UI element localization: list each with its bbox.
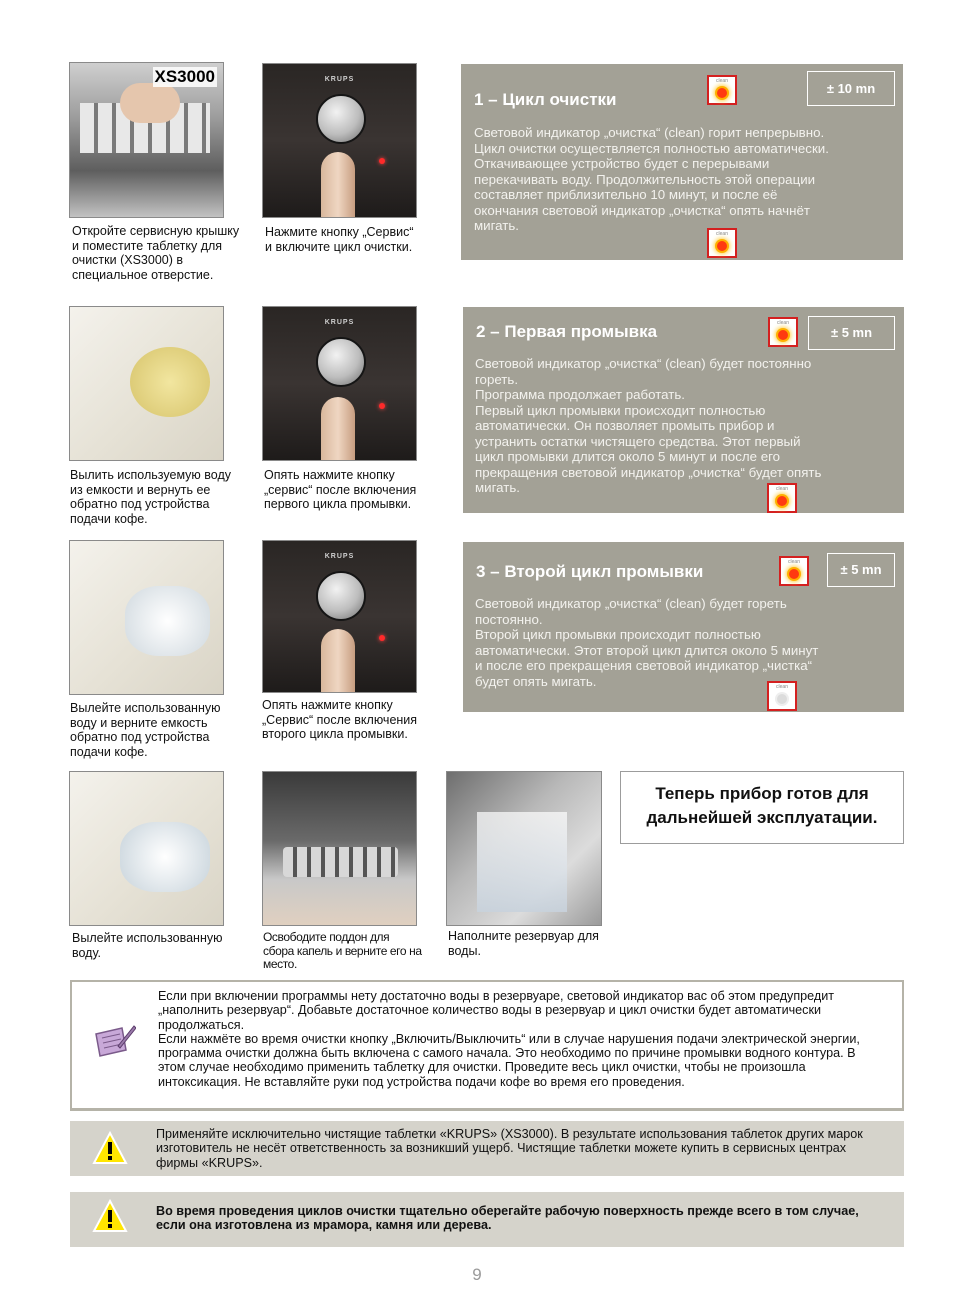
finger-shape [321, 629, 355, 693]
time-badge: ± 5 mn [827, 553, 895, 587]
water-container-shape [130, 347, 210, 417]
step-panel-1 [461, 64, 903, 260]
clean-icon-text: clean [716, 78, 728, 84]
indicator-light [379, 158, 385, 164]
finger-shape [321, 152, 355, 218]
photo-fill-reservoir [446, 771, 602, 926]
control-knob [316, 94, 366, 144]
caption-step-insert-tablet: Откройте сервисную крышку и поместите таблетку для очистки (XS3000) в специальное отверстие. [72, 224, 240, 282]
photo-pour-water-2 [69, 540, 224, 695]
note-pen-icon [92, 1022, 136, 1060]
clean-icon-text: clean [788, 559, 800, 565]
photo-pour-water-1 [69, 306, 224, 461]
photo-press-service-1 [262, 63, 417, 218]
finger-shape [321, 397, 355, 461]
warning-text: Во время проведения циклов очистки тщательно оберегайте рабочую поверхность прежде всего в том случае, если она изготовлена из мрамора, камня или дерева. [156, 1204, 859, 1233]
photo-empty-water [69, 771, 224, 926]
brand-label: KRUPS [324, 319, 355, 326]
light-icon [777, 694, 787, 704]
drip-tray-shape [283, 847, 398, 877]
caption-step-drip-tray: Освободите поддон для сбора капель и верните его на место. [263, 930, 422, 971]
water-container-shape [120, 822, 210, 892]
step-title: 1 – Цикл очистки [474, 90, 617, 109]
page-number: 9 [472, 1265, 482, 1284]
caption-step-pour-water: Вылить используемую воду из емкости и вернуть ее обратно под устройства подачи кофе. [70, 468, 231, 526]
clean-icon-text: clean [776, 684, 788, 690]
reservoir-shape [477, 812, 567, 912]
warning-box-surface [70, 1192, 904, 1247]
model-label: XS3000 [154, 67, 215, 86]
caption-step-empty-water: Вылейте использованную воду. [72, 931, 223, 960]
step-panel-2 [463, 307, 904, 513]
clean-icon-text: clean [777, 320, 789, 326]
warning-triangle-icon [92, 1131, 128, 1165]
clean-indicator-icon [768, 317, 798, 347]
warning-text: Применяйте исключительно чистящие таблетки «KRUPS» (XS3000). В результате использования таблеток других марок изготовитель не несёт ответственность за возникший ущерб. Чистящие таблетки можете купить в сервисных центрах фирмы «KRUPS». [156, 1127, 863, 1170]
light-icon [717, 241, 727, 251]
clean-indicator-icon [707, 75, 737, 105]
brand-label: KRUPS [324, 76, 355, 83]
indicator-light [379, 635, 385, 641]
step-title: 2 – Первая промывка [476, 322, 658, 341]
warning-triangle-icon [92, 1199, 128, 1233]
clean-indicator-icon [779, 556, 809, 586]
step-description: Световой индикатор „очистка“ (clean) горит непрерывно. Цикл очистки осуществляется полностью автоматически. Откачивающее устройство будет с перерывами перекачивать воду. Продолжительность этой операции составляет приблизительно 10 минут, и после её окончания световой индикатор „очистка“ опять начнёт мигать. [474, 125, 829, 233]
note-text: Если при включении программы нету достаточно воды в резервуаре, световой индикатор вас об этом предупредит „наполнить резервуар“. Добавьте достаточное количество воды в резервуар и цикл очистки будет автоматически продолжаться. Если нажмёте во время очистки кнопку „Включить/Выключить“ или в случае нарушения подачи электрической энергии, программа очистки должна быть включена с самого начала. Это необходимо по причине промывки водного контура. В этом случае необходимо применить таблетку для очистки. Проведите весь цикл очистки, чтобы не произошла интоксикация. Не вставляйте руки под устройства подачи кофе во время его проведения. [158, 989, 860, 1089]
step-description: Световой индикатор „очистка“ (clean) будет гореть постоянно. Второй цикл промывки происходит полностью автоматически. Этот второй цикл длится около 5 минут и после его прекращения световой индикатор „чистка“ будет опять мигать. [475, 596, 819, 689]
warning-box-tablets [70, 1121, 904, 1176]
caption-step-press-service-third: Опять нажмите кнопку „Сервис“ после включения второго цикла промывки. [262, 698, 418, 741]
water-container-shape [125, 586, 210, 656]
note-box [70, 980, 904, 1111]
hand-shape [120, 83, 180, 123]
clean-indicator-icon [767, 681, 797, 711]
caption-step-press-service-again: Опять нажмите кнопку „сервис“ после включения первого цикла промывки. [264, 468, 417, 511]
clean-indicator-icon [707, 228, 737, 258]
step-panel-3 [463, 542, 904, 712]
photo-insert-tablet [69, 62, 224, 218]
light-icon [777, 496, 787, 506]
time-badge: ± 10 mn [807, 71, 895, 106]
control-knob [316, 337, 366, 387]
photo-press-service-2 [262, 306, 417, 461]
clean-icon-text: clean [716, 231, 728, 237]
light-icon [789, 569, 799, 579]
caption-step-fill-reservoir: Наполните резервуар для воды. [448, 929, 599, 958]
light-icon [717, 88, 727, 98]
brand-label: KRUPS [324, 553, 355, 560]
control-knob [316, 571, 366, 621]
clean-icon-text: clean [776, 486, 788, 492]
caption-step-pour-water-2: Вылейте использованную воду и верните емкость обратно под устройства подачи кофе. [70, 701, 221, 759]
caption-step-press-service: Нажмите кнопку „Сервис“ и включите цикл очистки. [265, 225, 414, 254]
clean-indicator-icon [767, 483, 797, 513]
photo-press-service-3 [262, 540, 417, 693]
step-title: 3 – Второй цикл промывки [476, 562, 704, 581]
indicator-light [379, 403, 385, 409]
light-icon [778, 330, 788, 340]
step-description: Световой индикатор „очистка“ (clean) будет постоянно гореть. Программа продолжает работать. Первый цикл промывки происходит полностью автоматически. Он позволяет промыть прибор и устранить остатки чистящего средства. Этот первый цикл промывки длится около 5 минут и после его прекращения световой индикатор „очистка“ будет опять мигать. [475, 356, 822, 495]
ready-message: Теперь прибор готов для дальнейшей эксплуатации. [620, 771, 904, 844]
photo-drip-tray [262, 771, 417, 926]
time-badge: ± 5 mn [808, 316, 895, 350]
